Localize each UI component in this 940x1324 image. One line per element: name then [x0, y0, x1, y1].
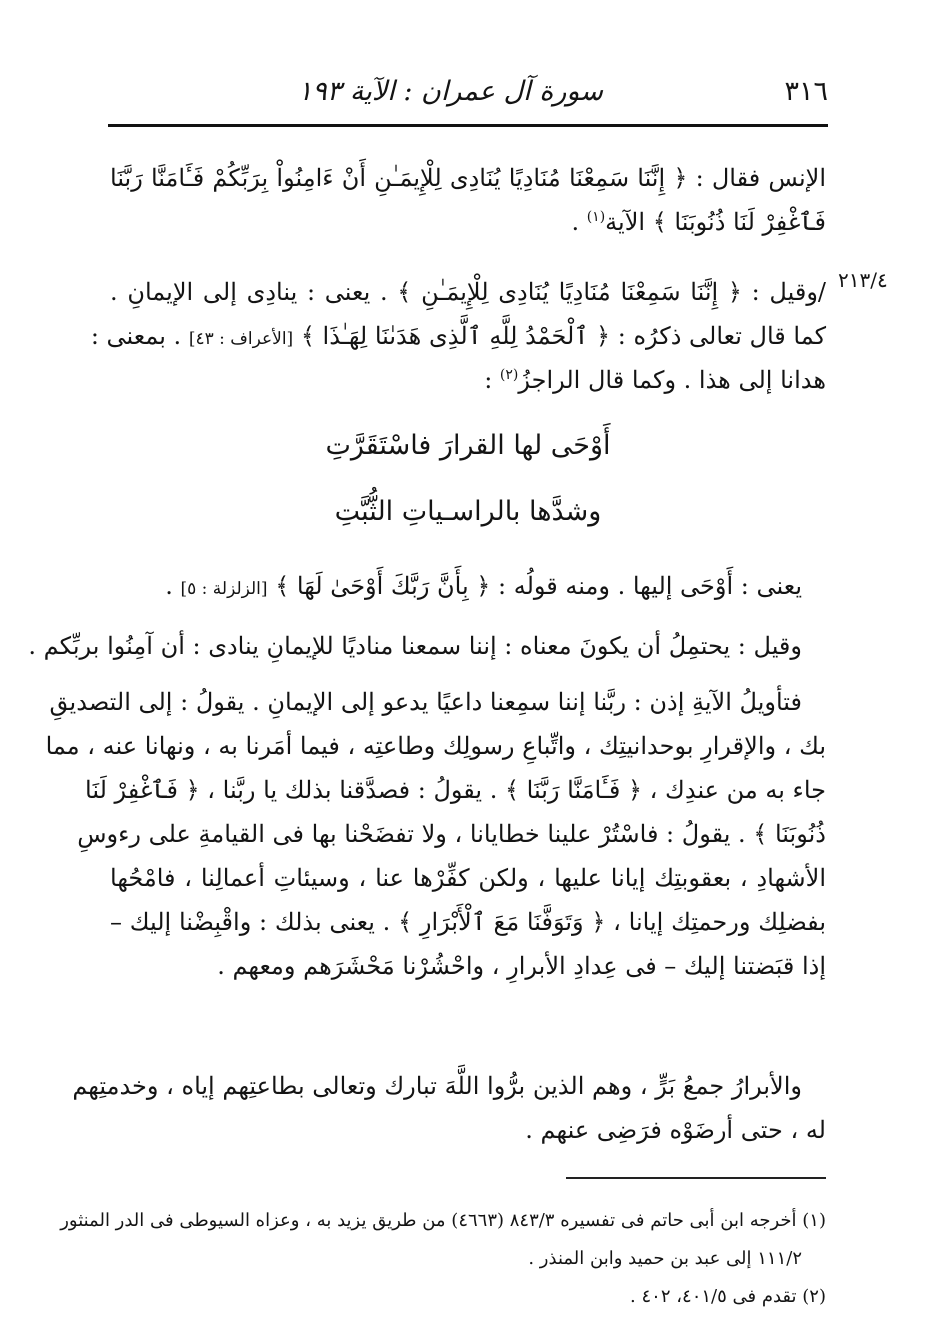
footnotes: [60, 1202, 826, 1316]
text-run: يعنى : أَوْحَى إليها . ومنه قولُه : ﴿ بِأَنَّ رَبَّكَ أَوْحَىٰ لَهَا ﴾: [275, 572, 802, 600]
text-line: بك ، والإقرارِ بوحدانيتِك ، واتِّباعِ رسولِك وطاعتِه ، فيما أمَرنا به ، ونهانا عنه ، مما: [45, 732, 826, 760]
footnote-line: ١١١/٢ إلى عبد بن حميد وابن المنذر .: [528, 1248, 802, 1269]
text-run: :: [484, 366, 500, 394]
footnote-line: (٢) تقدم فى ٤٠١/٥، ٤٠٢ .: [630, 1286, 826, 1307]
text-line: إذا قبَضتنا إليك – فى عِدادِ الأبرارِ ، واحْشُرْنا مَحْشَرَهم ومعهم .: [217, 952, 826, 980]
text-line: [110, 200, 826, 244]
text-line: [110, 564, 826, 608]
margin-reference: ٢١٣/٤: [838, 268, 888, 292]
text-line: ذُنُوبَنَا ﴾ . يقولُ : فاسْتُرْ علينا خطايانا ، ولا تفضَحْنا بها فى القيامةِ على رءوسِ: [77, 820, 826, 848]
text-run: . بمعنى :: [90, 322, 182, 350]
paragraph-6: [72, 1064, 826, 1152]
footnote-marker: (٢): [499, 367, 519, 383]
footnote-line: (١) أخرجه ابن أبى حاتم فى تفسيره ٨٤٣/٣ (٤٦٦٣) من طريق يزيد به ، وعزاه السيوطى فى الدر المنثور: [60, 1210, 826, 1231]
text-run: فَٱغْفِرْ لَنَا ذُنُوبَنَا ﴾ الآية: [605, 208, 826, 236]
text-line: [90, 314, 826, 358]
text-line: الإنس فقال : ﴿ إِنَّنَا سَمِعْنَا مُنَادِيًا يُنَادِى لِلْإِيمَـٰنِ أَنْ ءَامِنُواْ بِرَبِّكُمْ فَـَٔامَنَّا رَبَّنَا: [110, 164, 826, 192]
verse-line-2: وشدَّها بالراسـياتِ الثُّبَّتِ: [334, 496, 602, 527]
text-run: هدانا إلى هذا . وكما قال الراجزُ: [518, 366, 826, 394]
text-line: الأشهادِ ، بعقوبتِك إيانا عليها ، ولكن كفِّرْها عنا ، وسيئاتِ أعمالِنا ، فامْحُها: [110, 864, 826, 892]
text-line: والأبرارُ جمعُ بَرٍّ ، وهم الذين برُّوا اللَّهَ تبارك وتعالى بطاعتِهم إياه ، وخدمتِهم: [72, 1072, 802, 1100]
text-line: فتأويلُ الآيةِ إذن : ربَّنا إننا سمِعنا داعيًا يدعو إلى الإيمانِ . يقولُ : إلى التصديقِ: [49, 688, 802, 716]
verse-line-1: أَوْحَى لها القرارَ فاسْتَقَرَّتِ: [325, 430, 611, 461]
text-line: جاء به من عندِك ، ﴿ فَـَٔامَنَّا رَبَّنَا ﴾ . يقولُ : فصدَّقنا بذلك يا ربَّنا ، ﴿ فَٱغْفِرْ لَنَا: [85, 776, 826, 804]
paragraph-2: [90, 270, 826, 402]
header-rule: [108, 124, 828, 127]
page-number: ٣١٦: [784, 76, 828, 107]
footnote-marker: (١): [586, 209, 606, 225]
running-head: سورة آل عمران : الآية ١٩٣: [297, 76, 603, 107]
text-line: [110, 358, 826, 402]
page-header: [108, 70, 828, 114]
text-line: له ، حتى أرضَوْه فرَضِى عنهم .: [525, 1116, 826, 1144]
text-line: بفضلِك ورحمتِك إيانا ، ﴿ وَتَوَفَّنَا مَعَ ٱلْأَبْرَارِ ﴾ . يعنى بذلك : واقْبِضْنا إليك –: [110, 908, 826, 936]
paragraph-5: [45, 680, 826, 988]
text-run: .: [165, 572, 181, 600]
text-line: وقيل : يحتمِلُ أن يكونَ معناه : إننا سمعنا مناديًا للإيمانِ ينادى : أن آمِنُوا بربِّكم .: [28, 632, 802, 660]
quran-reference: [الأعراف : ٤٣]: [188, 329, 294, 349]
paragraph-4: [28, 624, 826, 668]
text-run: .: [571, 208, 587, 236]
quran-reference: [الزلزلة : ٥]: [180, 579, 268, 599]
text-run: كما قال تعالى ذكرُه : ﴿ ٱلْحَمْدُ لِلَّهِ ٱلَّذِى هَدَىٰنَا لِهَـٰذَا ﴾: [300, 322, 826, 350]
paragraph-3: [110, 564, 826, 608]
paragraph-1: [110, 156, 826, 244]
footnote-rule: [566, 1177, 826, 1179]
text-line: /وقيل : ﴿ إِنَّنَا سَمِعْنَا مُنَادِيًا يُنَادِى لِلْإِيمَـٰنِ ﴾ . يعنى : ينادِى إلى الإيمانِ .: [110, 278, 826, 306]
